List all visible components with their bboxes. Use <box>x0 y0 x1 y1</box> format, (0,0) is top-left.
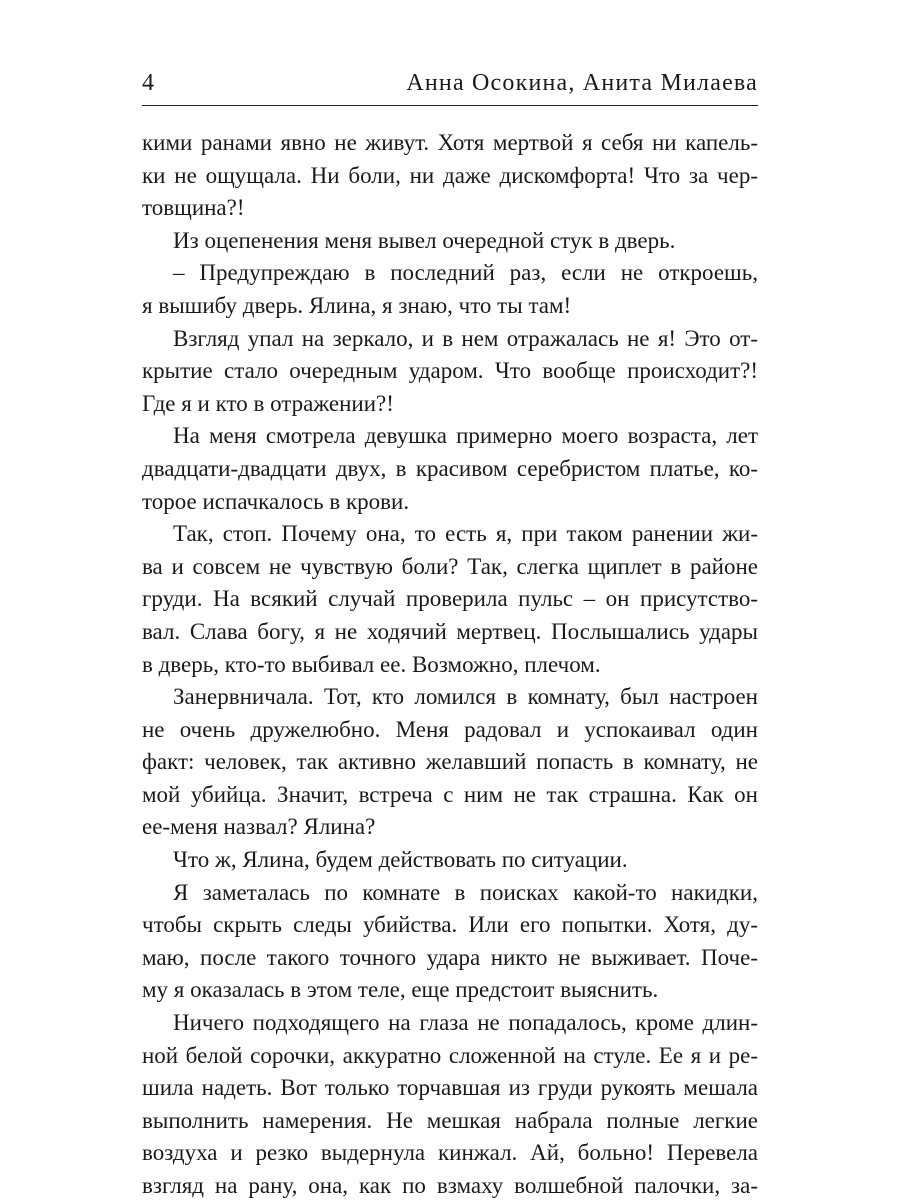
page-number: 4 <box>142 70 154 96</box>
text-line: На меня смотрела девушка примерно моего возраста, лет <box>173 423 758 449</box>
text-line: не очень дружелюбно. Меня радовал и успокаивал один <box>142 716 758 742</box>
text-line: мой убийца. Значит, встреча с ним не так страшна. Как он <box>142 781 758 807</box>
text-line: маю, после такого точного удара никто не выживает. Поче- <box>142 944 758 970</box>
text-line: Из оцепенения меня вывел очередной стук в дверь. <box>173 227 676 253</box>
text-line: му я оказалась в этом теле, еще предстоит выяснить. <box>142 977 659 1003</box>
text-line: вал. Слава богу, я не ходячий мертвец. Послышались удары <box>142 618 758 644</box>
text-line: Взгляд упал на зеркало, и в нем отражалась не я! Это от- <box>173 325 758 351</box>
text-line: ва и совсем не чувствую боли? Так, слегка щиплет в районе <box>142 553 758 579</box>
text-line: торое испачкалось в крови. <box>142 488 410 514</box>
running-head <box>142 68 758 102</box>
text-line: воздуха и резко выдернула кинжал. Ай, больно! Перевела <box>142 1140 758 1166</box>
text-line: крытие стало очередным ударом. Что вообще происходит?! <box>142 358 758 384</box>
text-line: выполнить намерения. Не мешкая набрала полные легкие <box>142 1107 758 1133</box>
text-line: в дверь, кто-то выбивал ее. Возможно, плечом. <box>142 651 601 677</box>
text-line: чтобы скрыть следы убийства. Или его попытки. Хотя, ду- <box>142 912 758 938</box>
text-line: Ничего подходящего на глаза не попадалось, кроме длин- <box>173 1010 758 1036</box>
text-line: Так, стоп. Почему она, то есть я, при таком ранении жи- <box>173 521 758 547</box>
text-line: шила надеть. Вот только торчавшая из груди рукоять мешала <box>142 1075 758 1101</box>
text-line: – Предупреждаю в последний раз, если не откроешь, <box>173 260 758 286</box>
text-line: я вышибу дверь. Ялина, я знаю, что ты там! <box>142 292 572 318</box>
text-line: факт: человек, так активно желавший попасть в комнату, не <box>142 749 758 775</box>
running-title: Анна Осокина, Анита Милаева <box>406 70 758 96</box>
text-line: ки не ощущала. Ни боли, ни даже дискомфорта! Что за чер- <box>142 162 758 188</box>
text-line: Я заметалась по комнате в поисках какой-то накидки, <box>173 879 758 905</box>
text-line: груди. На всякий случай проверила пульс – он присутство- <box>142 586 758 612</box>
text-line: Где я и кто в отражении?! <box>142 390 394 416</box>
text-line: Что ж, Ялина, будем действовать по ситуации. <box>173 847 628 873</box>
header-rule <box>142 105 758 106</box>
text-line: ной белой сорочки, аккуратно сложенной на стуле. Ее я и ре- <box>142 1042 758 1068</box>
text-line: кими ранами явно не живут. Хотя мертвой я себя ни капель- <box>142 130 758 155</box>
text-line: взгляд на рану, она, как по взмаху волшебной палочки, за- <box>142 1173 758 1198</box>
text-line: ее-меня назвал? Ялина? <box>142 814 376 840</box>
body-text <box>142 127 758 1203</box>
text-line: Занервничала. Тот, кто ломился в комнату, был настроен <box>173 684 758 710</box>
text-line: двадцати-двадцати двух, в красивом серебристом платье, ко- <box>142 455 758 481</box>
text-line: товщина?! <box>142 195 245 221</box>
